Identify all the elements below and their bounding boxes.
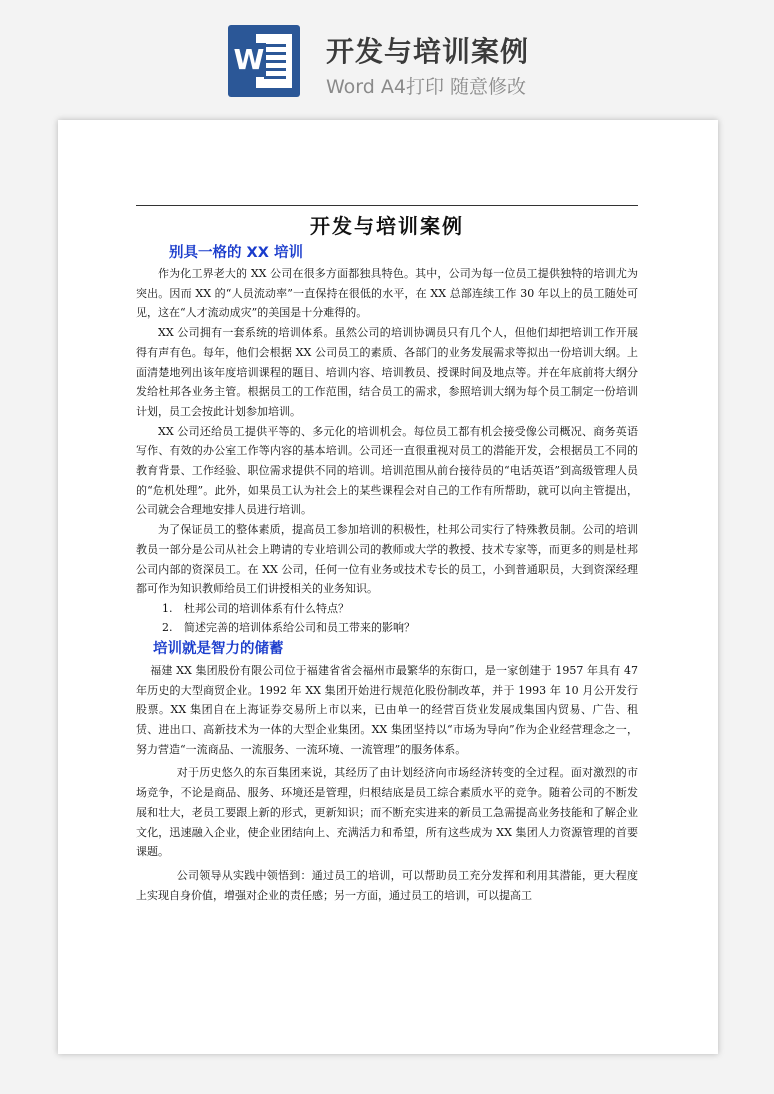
section-heading-1: 别具一格的 XX 培训 (169, 245, 303, 261)
document-page (58, 120, 718, 1054)
paragraph: 作为化工界老大的 XX 公司在很多方面都独具特色。其中，公司为每一位员工提供独特的培训尤为突出。因而 XX 的“人员流动率”一直保持在很低的水平，在 XX 总部连续工作 30 年以上的员工随处可见，这在“人才流动成灾”的美国是十分难得的。 (136, 267, 638, 320)
question-text: 杜邦公司的培训体系有什么特点？ (184, 601, 349, 615)
paragraph: XX 公司还给员工提供平等的、多元化的培训机会。每位员工都有机会接受像公司概况、商务英语写作、有效的办公室工作等内容的基本培训。公司还一直很重视对员工的潜能开发，会根据员工不同的教育背景、工作经验、职位需求提供不同的培训。培训范围从前台接待员的“电话英语”到高级管理人员的“危机处理”。此外，如果员工认为社会上的某些课程会对自己的工作有所帮助，就可以向主管提出，公司就会合理地安排人员进行培训。 (136, 424, 638, 517)
section-heading-2: 培训就是智力的储蓄 (153, 640, 284, 657)
paragraph: 公司领导从实践中领悟到：通过员工的培训，可以帮助员工充分发挥和利用其潜能，更大程度上实现自身价值，增强对企业的责任感；另一方面，通过员工的培训，可以提高工 (136, 868, 638, 902)
paragraph: 为了保证员工的整体素质，提高员工参加培训的积极性，杜邦公司实行了特殊教员制。公司的培训教员一部分是公司从社会上聘请的专业培训公司的教师或大学的教授、技术专家等，而更多的则是杜邦公司内部的资深员工。在 XX 公司，任何一位有业务或技术专长的员工，小到普通职员，大到资深经理都可作为知识教师给员工们讲授相关的业务知识。 (136, 523, 638, 596)
question-item (136, 618, 638, 637)
question-item (136, 599, 638, 618)
paragraph: XX 公司拥有一套系统的培训体系。虽然公司的培训协调员只有几个人，但他们却把培训工作开展得有声有色。每年，他们会根据 XX 公司员工的素质、各部门的业务发展需求等拟出一份培训大纲。上面清楚地列出该年度培训课程的题目、培训内容、培训教员、授课时间及地点等。并在年底前将大纲分发给杜邦各业务主管。根据员工的工作范围，结合员工的需求，参照培训大纲为每个员工制定一份培训计划，员工会按此计划参加培训。 (136, 326, 638, 418)
paragraph: 对于历史悠久的东百集团来说，其经历了由计划经济向市场经济转变的全过程。面对激烈的市场竞争，不论是商品、服务、环境还是管理，归根结底是员工综合素质水平的竞争。随着公司的不断发展和壮大，老员工要跟上新的形式，更新知识；而不断充实进来的新员工急需提高业务技能和了解企业文化，迅速融入企业，使企业团结向上、充满活力和希望，所有这些成为 XX 集团人力资源管理的首要课题。 (136, 766, 638, 859)
question-number: 2. (162, 620, 173, 634)
paragraph: 福建 XX 集团股份有限公司位于福建省省会福州市最繁华的东街口，是一家创建于 1957 年具有 47 年历史的大型商贸企业。1992 年 XX 集团开始进行规范化股份制改革，并于 1993 年 10 月公开发行股票。XX 集团自在上海证券交易所上市以来，已由单一的经营百货业发展成集国内贸易、广告、租赁、进出口、高新技术为一体的大型企业集团。XX 集团坚持以“市场为导向”作为企业经营理念之一，努力营造“一流商品、一流服务、一流环境、一流管理”的服务体系。 (136, 663, 638, 756)
word-icon (228, 25, 300, 97)
question-text: 简述完善的培训体系给公司和员工带来的影响？ (184, 620, 415, 634)
word-letter: W (233, 43, 265, 76)
header-banner (0, 0, 774, 110)
question-number: 1. (162, 601, 173, 615)
document-title: 开发与培训案例 (310, 214, 464, 238)
banner-subtitle: Word A4打印 随意修改 (326, 76, 527, 98)
header-rule (136, 205, 638, 206)
page-content (136, 205, 638, 905)
banner-title: 开发与培训案例 (326, 35, 530, 68)
